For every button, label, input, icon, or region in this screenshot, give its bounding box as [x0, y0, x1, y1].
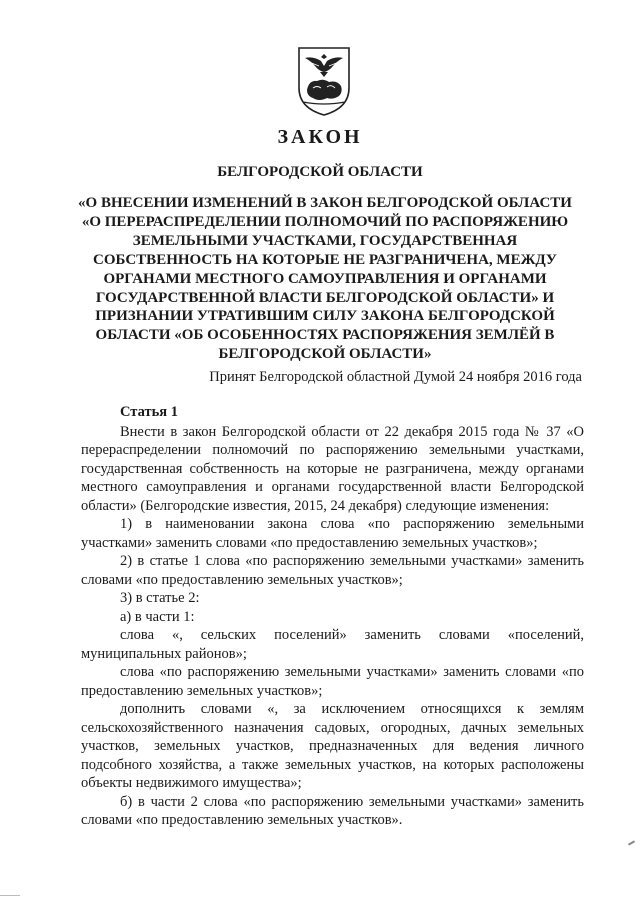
region-title: БЕЛГОРОДСКОЙ ОБЛАСТИ	[217, 164, 423, 180]
article-paragraph: слова «, сельских поселений» заменить словами «поселений, муниципальных районов»;	[81, 627, 584, 662]
subtitle-line: БЕЛГОРОДСКОЙ ОБЛАСТИ»	[218, 346, 432, 363]
article-paragraph: Внести в закон Белгородской области от 22 декабря 2015 года № 37 «О перераспределении полномочий по распоряжению земельными участками, государственная собственность на которые не разграничена, между органами местного самоуправления и органами государственной власти Белгородской области» (Белгородские известия, 2015, 24 декабря) следующие изменения:	[81, 423, 584, 514]
article-paragraph: а) в части 1:	[120, 608, 195, 625]
scan-mark	[628, 840, 635, 845]
coat-of-arms-icon	[293, 44, 355, 118]
subtitle-line: ГОСУДАРСТВЕННОЙ ВЛАСТИ БЕЛГОРОДСКОЙ ОБЛАСТИ» И	[95, 289, 555, 306]
article-paragraph: 1) в наименовании закона слова «по распоряжению земельными участками» заменить словами «по предоставлению земельных участков»;	[81, 516, 584, 551]
subtitle-line: ПРИЗНАНИИ УТРАТИВШИМ СИЛУ ЗАКОНА БЕЛГОРОДСКОЙ	[95, 308, 555, 325]
subtitle-line: ЗЕМЕЛЬНЫМИ УЧАСТКАМИ, ГОСУДАРСТВЕННАЯ	[132, 232, 518, 249]
article-paragraph: 2) в статье 1 слова «по распоряжению земельными участками» заменить словами «по предоставлению земельных участков»;	[81, 553, 584, 588]
subtitle-line: ОРГАНАМИ МЕСТНОГО САМОУПРАВЛЕНИЯ И ОРГАНАМИ	[103, 270, 547, 287]
article-body	[81, 403, 584, 830]
subtitle-line: СОБСТВЕННОСТЬ НА КОТОРЫЕ НЕ РАЗГРАНИЧЕНА, МЕЖДУ	[93, 251, 557, 268]
adoption-note: Принят Белгородской областной Думой 24 ноября 2016 года	[209, 369, 582, 385]
subtitle-line: «О ВНЕСЕНИИ ИЗМЕНЕНИЙ В ЗАКОН БЕЛГОРОДСКОЙ ОБЛАСТИ	[78, 195, 572, 211]
subtitle-line: «О ПЕРЕРАСПРЕДЕЛЕНИИ ПОЛНОМОЧИЙ ПО РАСПОРЯЖЕНИЮ	[81, 213, 569, 230]
article-title: Статья 1	[120, 404, 178, 420]
article-paragraph: 3) в статье 2:	[120, 590, 200, 606]
document-title: ЗАКОН	[277, 126, 363, 148]
scan-mark	[0, 895, 20, 896]
law-subtitle	[40, 194, 610, 364]
article-paragraph: дополнить словами «, за исключением относящихся к землям сельскохозяйственного назначения садовых, огородных, дачных земельных участков, земельных участков, предназначенных для ведения личного подсобного хозяйства, а также земельных участков, на которых расположены объекты недвижимого имущества»;	[81, 701, 584, 791]
article-paragraph: слова «по распоряжению земельными участками» заменить словами «по предоставлению земельных участков»;	[81, 664, 584, 699]
article-paragraph: б) в части 2 слова «по распоряжению земельными участками» заменить словами «по предоставлению земельных участков».	[81, 793, 584, 828]
subtitle-line: ОБЛАСТИ «ОБ ОСОБЕННОСТЯХ РАСПОРЯЖЕНИЯ ЗЕМЛЁЙ В	[95, 327, 555, 344]
